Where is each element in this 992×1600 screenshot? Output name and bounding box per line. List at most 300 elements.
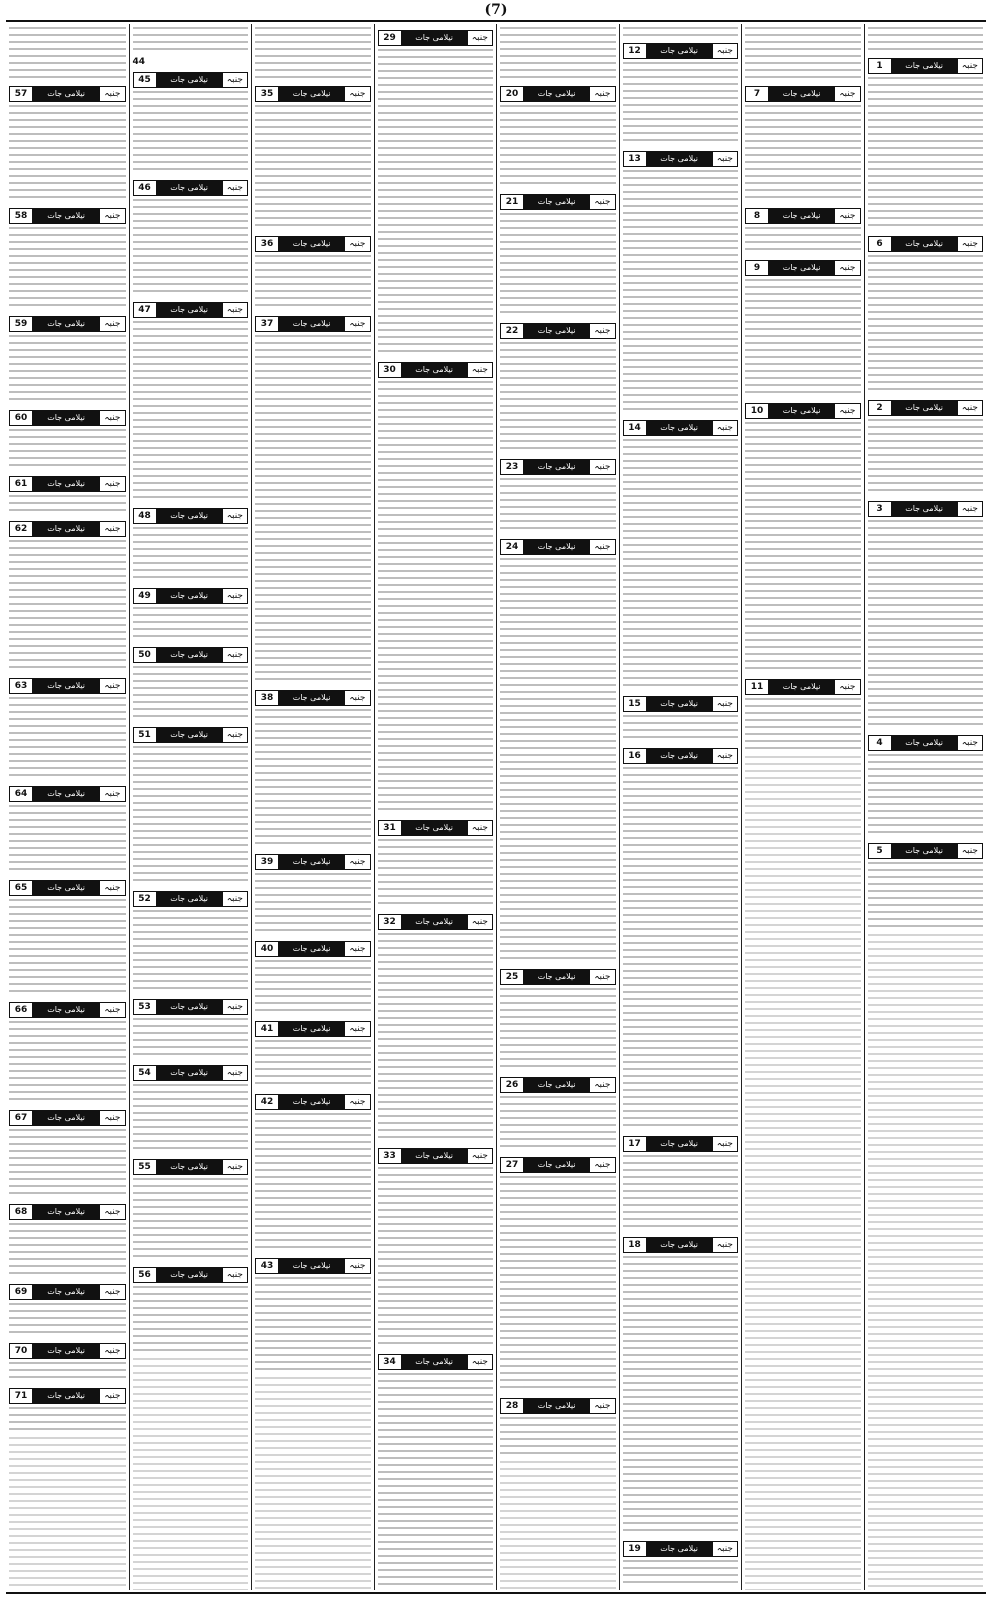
notice-label: جنبہ [223, 1268, 247, 1282]
notice-text [378, 1373, 494, 1590]
notice-label: جنبہ [345, 317, 369, 331]
notice-item [133, 1267, 249, 1356]
notice-band: نیلامی جات [646, 1238, 713, 1252]
notice-text [255, 1040, 371, 1089]
notice-label: جنبہ [223, 1160, 247, 1174]
notice-header [255, 1021, 371, 1037]
notice-header [9, 1002, 126, 1018]
notice-item [133, 302, 249, 503]
notice-number: 60 [10, 411, 32, 425]
notice-header [623, 151, 739, 167]
notice-label: جنبہ [590, 540, 614, 554]
notice-band: نیلامی جات [278, 87, 345, 101]
notice-band: نیلامی جات [891, 401, 958, 415]
notice-text [9, 1021, 126, 1105]
notice-label: جنبہ [100, 1003, 124, 1017]
notice-number: 51 [134, 728, 156, 742]
notice-band: نیلامی جات [523, 324, 590, 338]
notice-header [623, 43, 739, 59]
notice-number: 10 [746, 404, 768, 418]
notice-text [623, 1155, 739, 1232]
notice-number: 18 [624, 1238, 646, 1252]
notice-number: 9 [746, 261, 768, 275]
notice-label: جنبہ [835, 261, 859, 275]
notice-number: 20 [501, 87, 523, 101]
notice-label: جنبہ [345, 237, 369, 251]
text-block [9, 27, 126, 83]
notice-text [9, 335, 126, 405]
notice-label: جنبہ [713, 749, 737, 763]
notice-item [9, 880, 126, 997]
notice-text [500, 213, 616, 318]
notice-number: 25 [501, 970, 523, 984]
notice-band: نیلامی جات [401, 1355, 468, 1369]
notice-number: 41 [256, 1022, 278, 1036]
notice-item [378, 362, 494, 815]
notice-label: جنبہ [468, 1355, 492, 1369]
notice-number: 40 [256, 942, 278, 956]
notice-band: نیلامی جات [278, 237, 345, 251]
notice-item [378, 820, 494, 909]
notice-item [133, 180, 249, 297]
notice-item [9, 1002, 126, 1105]
notice-number: 45 [134, 73, 156, 87]
notice-text [745, 279, 861, 398]
notice-item [9, 1204, 126, 1279]
notice-text [868, 520, 984, 730]
notice-number: 69 [10, 1285, 32, 1299]
notice-band: نیلامی جات [646, 421, 713, 435]
notice-band: نیلامی جات [32, 1389, 100, 1403]
notice-item [133, 647, 249, 722]
notice-band: نیلامی جات [32, 411, 100, 425]
page-number: (7) [484, 2, 508, 18]
notice-band: نیلامی جات [401, 31, 468, 45]
notice-band: نیلامی جات [32, 87, 100, 101]
notice-number: 21 [501, 195, 523, 209]
notice-band: نیلامی جات [646, 697, 713, 711]
notice-header [133, 1267, 249, 1283]
notice-number: 22 [501, 324, 523, 338]
notice-text [868, 754, 984, 838]
notice-item [255, 236, 371, 311]
notice-label: جنبہ [590, 324, 614, 338]
notice-header [500, 1157, 616, 1173]
notice-item [9, 1343, 126, 1383]
text-block [255, 27, 371, 83]
notice-band: نیلامی جات [156, 509, 223, 523]
notice-number: 42 [256, 1095, 278, 1109]
notice-header [378, 1148, 494, 1164]
notice-label: جنبہ [223, 181, 247, 195]
notice-label: جنبہ [345, 855, 369, 869]
notice-header [500, 1398, 616, 1414]
notice-label: جنبہ [835, 87, 859, 101]
notice-text [500, 1096, 616, 1152]
column-3 [619, 24, 742, 1590]
notice-item [745, 260, 861, 398]
notice-number: 31 [379, 821, 401, 835]
notice-text [500, 1417, 616, 1459]
notice-text [378, 1167, 494, 1349]
notice-band: نیلامی جات [156, 1268, 223, 1282]
notice-header [745, 86, 861, 102]
notice-number: 4 [869, 736, 891, 750]
notice-item [255, 941, 371, 1016]
notice-number: 55 [134, 1160, 156, 1174]
notice-header [623, 1136, 739, 1152]
notice-item [9, 86, 126, 203]
notice-band: نیلامی جات [32, 1003, 100, 1017]
notice-number: 3 [869, 502, 891, 516]
notice-band: نیلامی جات [523, 970, 590, 984]
notice-header [868, 236, 984, 252]
notice-number: 5 [869, 844, 891, 858]
column-6 [251, 24, 374, 1590]
notice-label: جنبہ [713, 697, 737, 711]
notice-text [500, 988, 616, 1072]
notice-band: نیلامی جات [768, 680, 835, 694]
notice-item [868, 843, 984, 932]
notice-label: جنبہ [958, 237, 982, 251]
notice-label: جنبہ [100, 1205, 124, 1219]
notice-header [500, 969, 616, 985]
notice-band: نیلامی جات [156, 73, 223, 87]
notice-text [255, 255, 371, 311]
notice-header [500, 539, 616, 555]
notice-text [378, 839, 494, 909]
notice-number: 16 [624, 749, 646, 763]
notice-item [500, 194, 616, 318]
notice-item [133, 891, 249, 994]
notice-label: جنبہ [590, 460, 614, 474]
notice-item [9, 678, 126, 781]
notice-label: جنبہ [468, 1149, 492, 1163]
notice-item [623, 151, 739, 415]
notice-header [9, 86, 126, 102]
notice-header [9, 1388, 126, 1404]
notice-label: جنبہ [223, 892, 247, 906]
notice-header [133, 588, 249, 604]
notice-label: جنبہ [100, 411, 124, 425]
notice-number: 32 [379, 915, 401, 929]
top-rule [6, 20, 986, 22]
notice-text [378, 381, 494, 815]
notice-header [623, 696, 739, 712]
notice-label: جنبہ [958, 401, 982, 415]
notice-number: 58 [10, 209, 32, 223]
notice-band: نیلامی جات [278, 1095, 345, 1109]
notice-band: نیلامی جات [32, 881, 100, 895]
notice-item [133, 1065, 249, 1154]
notice-label: جنبہ [713, 1542, 737, 1556]
notice-text [255, 105, 371, 231]
notice-number: 70 [10, 1344, 32, 1358]
notice-band: نیلامی جات [32, 477, 100, 491]
notice-text [9, 540, 126, 673]
notice-text [9, 1303, 126, 1338]
notice-band: نیلامی جات [32, 317, 100, 331]
notice-text [9, 1407, 126, 1435]
notice-header [255, 316, 371, 332]
notice-label: جنبہ [590, 195, 614, 209]
notice-number: 59 [10, 317, 32, 331]
notice-band: نیلامی جات [891, 237, 958, 251]
notice-label: جنبہ [835, 404, 859, 418]
notice-header [9, 208, 126, 224]
notice-band: نیلامی جات [523, 195, 590, 209]
notice-label: جنبہ [223, 728, 247, 742]
notice-band: نیلامی جات [156, 728, 223, 742]
notice-number: 61 [10, 477, 32, 491]
notice-header [133, 1159, 249, 1175]
notice-text [133, 321, 249, 503]
notice-number: 37 [256, 317, 278, 331]
notice-text [133, 1286, 249, 1356]
notice-item [868, 735, 984, 838]
column-7 [129, 24, 252, 1590]
notice-band: نیلامی جات [32, 787, 100, 801]
notice-label: جنبہ [713, 421, 737, 435]
notice-text [868, 419, 984, 496]
notice-band: نیلامی جات [278, 1259, 345, 1273]
notice-header [9, 1110, 126, 1126]
notice-item [378, 1354, 494, 1590]
notice-number: 34 [379, 1355, 401, 1369]
notice-text [623, 767, 739, 1131]
notice-header [9, 1204, 126, 1220]
notice-band: نیلامی جات [523, 87, 590, 101]
notice-text [745, 227, 861, 255]
notice-band: نیلامی جات [768, 261, 835, 275]
notice-label: جنبہ [958, 502, 982, 516]
notice-item [500, 86, 616, 189]
notice-item [378, 1148, 494, 1349]
notice-header [500, 323, 616, 339]
notice-number: 38 [256, 691, 278, 705]
notice-text [133, 666, 249, 722]
notice-text [500, 478, 616, 534]
notice-band: نیلامی جات [768, 87, 835, 101]
text-block [255, 1377, 371, 1590]
notice-band: نیلامی جات [768, 209, 835, 223]
notice-text [623, 439, 739, 691]
notice-item [255, 690, 371, 849]
notice-header [623, 1237, 739, 1253]
notice-text [9, 697, 126, 781]
notice-number: 15 [624, 697, 646, 711]
notice-label: جنبہ [835, 680, 859, 694]
notice-number: 62 [10, 522, 32, 536]
notice-item [623, 1541, 739, 1588]
column-4 [496, 24, 619, 1590]
bottom-rule [6, 1592, 986, 1594]
notice-header [500, 1077, 616, 1093]
notice-text [9, 227, 126, 311]
notice-item [623, 1237, 739, 1536]
notice-text [745, 105, 861, 203]
notice-label: جنبہ [223, 589, 247, 603]
notice-number: 13 [624, 152, 646, 166]
notice-item [255, 1021, 371, 1089]
notice-number: 14 [624, 421, 646, 435]
notice-header [9, 1284, 126, 1300]
notice-number: 39 [256, 855, 278, 869]
notice-text [9, 105, 126, 203]
notice-header [9, 880, 126, 896]
notice-label: جنبہ [345, 691, 369, 705]
notice-number: 57 [10, 87, 32, 101]
notice-number: 8 [746, 209, 768, 223]
notice-number: 53 [134, 1000, 156, 1014]
notice-label: جنبہ [100, 1389, 124, 1403]
notice-text [133, 607, 249, 642]
notice-band: نیلامی جات [401, 1149, 468, 1163]
notice-item [500, 323, 616, 454]
notice-band: نیلامی جات [768, 404, 835, 418]
notice-label: جنبہ [958, 736, 982, 750]
notice-label: جنبہ [223, 509, 247, 523]
notice-item [868, 501, 984, 730]
notice-header [623, 1541, 739, 1557]
notice-text [745, 698, 861, 754]
notice-label: جنبہ [100, 317, 124, 331]
notice-number: 1 [869, 59, 891, 73]
notice-item [255, 854, 371, 936]
text-block [745, 27, 861, 83]
notice-label: جنبہ [590, 1399, 614, 1413]
notice-label: جنبہ [345, 942, 369, 956]
notice-band: نیلامی جات [401, 821, 468, 835]
notice-band: نیلامی جات [156, 1000, 223, 1014]
notice-band: نیلامی جات [156, 1066, 223, 1080]
notice-band: نیلامی جات [278, 317, 345, 331]
notice-item [255, 1258, 371, 1375]
notice-label: جنبہ [958, 59, 982, 73]
notice-text [133, 746, 249, 886]
text-block [500, 1461, 616, 1590]
notice-item [745, 679, 861, 754]
notice-item [9, 786, 126, 875]
column-1 [864, 24, 987, 1590]
notice-item [9, 1388, 126, 1435]
notice-text [9, 429, 126, 471]
notice-header [133, 180, 249, 196]
notice-header [133, 1065, 249, 1081]
notice-band: نیلامی جات [278, 691, 345, 705]
notice-band: نیلامی جات [646, 1542, 713, 1556]
notice-label: جنبہ [468, 915, 492, 929]
notice-text [255, 1277, 371, 1375]
notice-label: جنبہ [590, 1158, 614, 1172]
notice-band: نیلامی جات [32, 1111, 100, 1125]
notice-band: نیلامی جات [156, 892, 223, 906]
notice-item [9, 1110, 126, 1199]
notice-band: نیلامی جات [891, 844, 958, 858]
notice-label: جنبہ [100, 679, 124, 693]
notice-item [868, 58, 984, 231]
notice-band: نیلامی جات [401, 915, 468, 929]
text-block [745, 756, 861, 1590]
notice-number: 26 [501, 1078, 523, 1092]
notice-item [623, 1136, 739, 1232]
notice-item [500, 459, 616, 534]
notice-item [745, 403, 861, 674]
notice-label: جنبہ [100, 477, 124, 491]
notice-header [378, 914, 494, 930]
notice-band: نیلامی جات [523, 460, 590, 474]
notice-header [133, 999, 249, 1015]
notice-text [378, 49, 494, 357]
notice-band: نیلامی جات [156, 589, 223, 603]
notice-header [133, 891, 249, 907]
notice-text [133, 1084, 249, 1154]
text-block [133, 1358, 249, 1590]
notice-band: نیلامی جات [523, 1078, 590, 1092]
notice-item [745, 208, 861, 255]
notice-item [9, 521, 126, 673]
notice-item [868, 236, 984, 395]
notice-number: 33 [379, 1149, 401, 1163]
notice-label: جنبہ [345, 1022, 369, 1036]
text-block [868, 934, 984, 1590]
notice-text [9, 495, 126, 516]
notice-band: نیلامی جات [32, 1344, 100, 1358]
notice-header [868, 501, 984, 517]
notice-header [9, 1343, 126, 1359]
notice-number: 56 [134, 1268, 156, 1282]
stray-number: 44 [132, 57, 146, 67]
notice-number: 46 [134, 181, 156, 195]
notice-header [500, 194, 616, 210]
notice-label: جنبہ [713, 1137, 737, 1151]
notice-item [500, 539, 616, 964]
notice-text [133, 527, 249, 583]
notice-number: 28 [501, 1399, 523, 1413]
notice-header [745, 208, 861, 224]
notice-band: نیلامی جات [32, 1205, 100, 1219]
notice-item [500, 1157, 616, 1393]
notice-header [378, 820, 494, 836]
notice-band: نیلامی جات [156, 181, 223, 195]
notice-item [868, 400, 984, 496]
notice-number: 36 [256, 237, 278, 251]
notice-header [133, 727, 249, 743]
notice-number: 50 [134, 648, 156, 662]
text-block [133, 27, 249, 55]
text-block [500, 27, 616, 83]
notice-text [133, 1178, 249, 1262]
notice-text [868, 862, 984, 932]
notice-header [255, 941, 371, 957]
notice-header [255, 1094, 371, 1110]
notice-header [133, 647, 249, 663]
notice-text [500, 342, 616, 454]
notice-number: 27 [501, 1158, 523, 1172]
notice-band: نیلامی جات [32, 679, 100, 693]
column-8 [6, 24, 129, 1590]
notice-label: جنبہ [100, 522, 124, 536]
notice-label: جنبہ [100, 1344, 124, 1358]
notice-label: جنبہ [468, 821, 492, 835]
notice-item [9, 476, 126, 516]
notice-band: نیلامی جات [646, 749, 713, 763]
notice-item [623, 696, 739, 743]
text-block [9, 1437, 126, 1590]
notice-header [255, 690, 371, 706]
notice-label: جنبہ [100, 787, 124, 801]
notice-header [500, 86, 616, 102]
